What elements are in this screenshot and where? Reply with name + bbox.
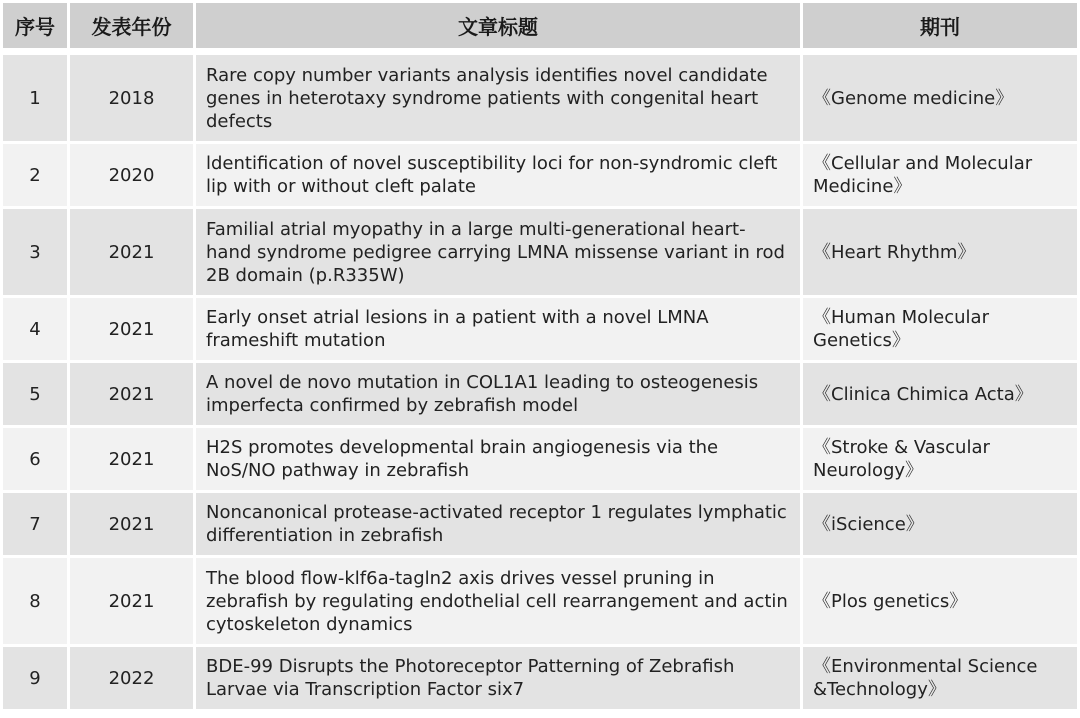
row-year: 2021	[70, 558, 193, 644]
header-title: 文章标题	[196, 3, 800, 52]
row-title: BDE-99 Disrupts the Photoreceptor Patterning of Zebrafish Larvae via Transcription Factor six7	[196, 647, 800, 709]
row-index: 2	[3, 144, 67, 206]
row-year: 2022	[70, 647, 193, 709]
row-journal: 《Plos genetics》	[803, 558, 1077, 644]
row-index: 6	[3, 428, 67, 490]
row-index: 7	[3, 493, 67, 555]
table-row	[3, 144, 1077, 206]
row-journal: 《Clinica Chimica Acta》	[803, 363, 1077, 425]
table-row	[3, 363, 1077, 425]
header-index: 序号	[3, 3, 67, 52]
row-journal: 《Stroke & Vascular Neurology》	[803, 428, 1077, 490]
row-year: 2021	[70, 209, 193, 295]
row-title: Rare copy number variants analysis identifies novel candidate genes in heterotaxy syndrome patients with congenital heart defects	[196, 55, 800, 141]
row-journal: 《iScience》	[803, 493, 1077, 555]
row-title: The blood flow-klf6a-tagln2 axis drives vessel pruning in zebrafish by regulating endothelial cell rearrangement and actin cytoskeleton dynamics	[196, 558, 800, 644]
table-row	[3, 647, 1077, 709]
row-year: 2021	[70, 493, 193, 555]
row-index: 9	[3, 647, 67, 709]
row-index: 1	[3, 55, 67, 141]
row-journal: 《Heart Rhythm》	[803, 209, 1077, 295]
table-row	[3, 209, 1077, 295]
row-year: 2018	[70, 55, 193, 141]
table-row	[3, 493, 1077, 555]
table-row	[3, 428, 1077, 490]
table-row	[3, 55, 1077, 141]
row-index: 5	[3, 363, 67, 425]
row-year: 2021	[70, 428, 193, 490]
row-journal: 《Human Molecular Genetics》	[803, 298, 1077, 360]
row-title: ldentification of novel susceptibility loci for non-syndromic cleft lip with or without cleft palate	[196, 144, 800, 206]
row-title: Early onset atrial lesions in a patient with a novel LMNA frameshift mutation	[196, 298, 800, 360]
row-journal: 《Environmental Science &Technology》	[803, 647, 1077, 709]
table-row	[3, 298, 1077, 360]
row-title: Noncanonical protease-activated receptor 1 regulates lymphatic differentiation in zebrafish	[196, 493, 800, 555]
row-year: 2021	[70, 363, 193, 425]
header-year: 发表年份	[70, 3, 193, 52]
row-index: 3	[3, 209, 67, 295]
row-index: 4	[3, 298, 67, 360]
header-row	[3, 3, 1077, 52]
row-journal: 《Cellular and Molecular Medicine》	[803, 144, 1077, 206]
row-title: Familial atrial myopathy in a large multi-generational heart-hand syndrome pedigree carrying LMNA missense variant in rod 2B domain (p.R335W)	[196, 209, 800, 295]
row-index: 8	[3, 558, 67, 644]
row-year: 2021	[70, 298, 193, 360]
row-year: 2020	[70, 144, 193, 206]
header-journal: 期刊	[803, 3, 1077, 52]
row-journal: 《Genome medicine》	[803, 55, 1077, 141]
table-row	[3, 558, 1077, 644]
row-title: A novel de novo mutation in COL1A1 leading to osteogenesis imperfecta confirmed by zebrafish model	[196, 363, 800, 425]
row-title: H2S promotes developmental brain angiogenesis via the NoS/NO pathway in zebrafish	[196, 428, 800, 490]
